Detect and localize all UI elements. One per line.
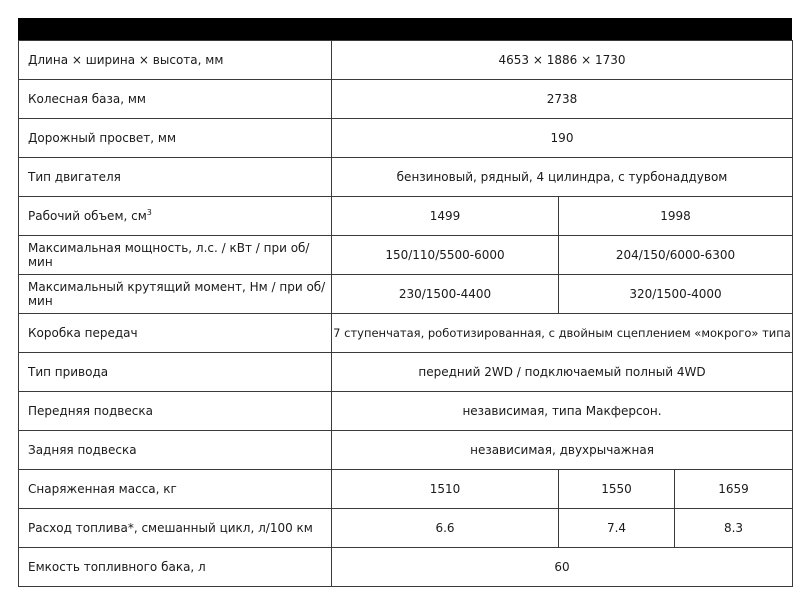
row-value: 1499 <box>332 197 559 236</box>
row-value: 60 <box>332 548 793 587</box>
table-row <box>19 119 793 158</box>
table-row <box>19 470 793 509</box>
row-value: 8.3 <box>675 509 793 548</box>
table-row <box>19 197 793 236</box>
row-label: Длина × ширина × высота, мм <box>19 41 332 80</box>
row-value: 230/1500-4400 <box>332 275 559 314</box>
row-label: Емкость топливного бака, л <box>19 548 332 587</box>
table-row <box>19 80 793 119</box>
row-value: 7 ступенчатая, роботизированная, с двойным сцеплением «мокрого» типа <box>332 314 793 353</box>
row-label: Снаряженная масса, кг <box>19 470 332 509</box>
table-row <box>19 158 793 197</box>
row-label: Передняя подвеска <box>19 392 332 431</box>
row-value: 2738 <box>332 80 793 119</box>
row-value: бензиновый, рядный, 4 цилиндра, с турбонаддувом <box>332 158 793 197</box>
row-value: 320/1500-4000 <box>559 275 793 314</box>
row-value: 150/110/5500-6000 <box>332 236 559 275</box>
row-value: независимая, двухрычажная <box>332 431 793 470</box>
row-label: Расход топлива*, смешанный цикл, л/100 км <box>19 509 332 548</box>
row-value: 190 <box>332 119 793 158</box>
row-value: 204/150/6000-6300 <box>559 236 793 275</box>
spec-table-container <box>18 18 792 587</box>
table-row <box>19 41 793 80</box>
row-label: Максимальный крутящий момент, Нм / при об/мин <box>19 275 332 314</box>
row-value: передний 2WD / подключаемый полный 4WD <box>332 353 793 392</box>
row-label: Задняя подвеска <box>19 431 332 470</box>
table-row <box>19 509 793 548</box>
row-value: 4653 × 1886 × 1730 <box>332 41 793 80</box>
table-header-bar <box>18 18 792 40</box>
row-value: 7.4 <box>559 509 675 548</box>
table-row <box>19 431 793 470</box>
table-row <box>19 236 793 275</box>
row-value: 6.6 <box>332 509 559 548</box>
spec-table <box>18 40 793 587</box>
row-label-text: Рабочий объем, см <box>28 209 147 223</box>
table-row <box>19 548 793 587</box>
table-row <box>19 392 793 431</box>
row-value: 1550 <box>559 470 675 509</box>
row-label: Коробка передач <box>19 314 332 353</box>
row-label: Тип двигателя <box>19 158 332 197</box>
row-value: независимая, типа Макферсон. <box>332 392 793 431</box>
row-label: Колесная база, мм <box>19 80 332 119</box>
table-row <box>19 314 793 353</box>
row-label-superscript: 3 <box>146 208 152 217</box>
row-label: Тип привода <box>19 353 332 392</box>
row-label: Максимальная мощность, л.с. / кВт / при об/мин <box>19 236 332 275</box>
row-value: 1659 <box>675 470 793 509</box>
table-row <box>19 353 793 392</box>
row-value: 1510 <box>332 470 559 509</box>
row-value: 1998 <box>559 197 793 236</box>
row-label: Дорожный просвет, мм <box>19 119 332 158</box>
row-label <box>19 197 332 236</box>
table-row <box>19 275 793 314</box>
